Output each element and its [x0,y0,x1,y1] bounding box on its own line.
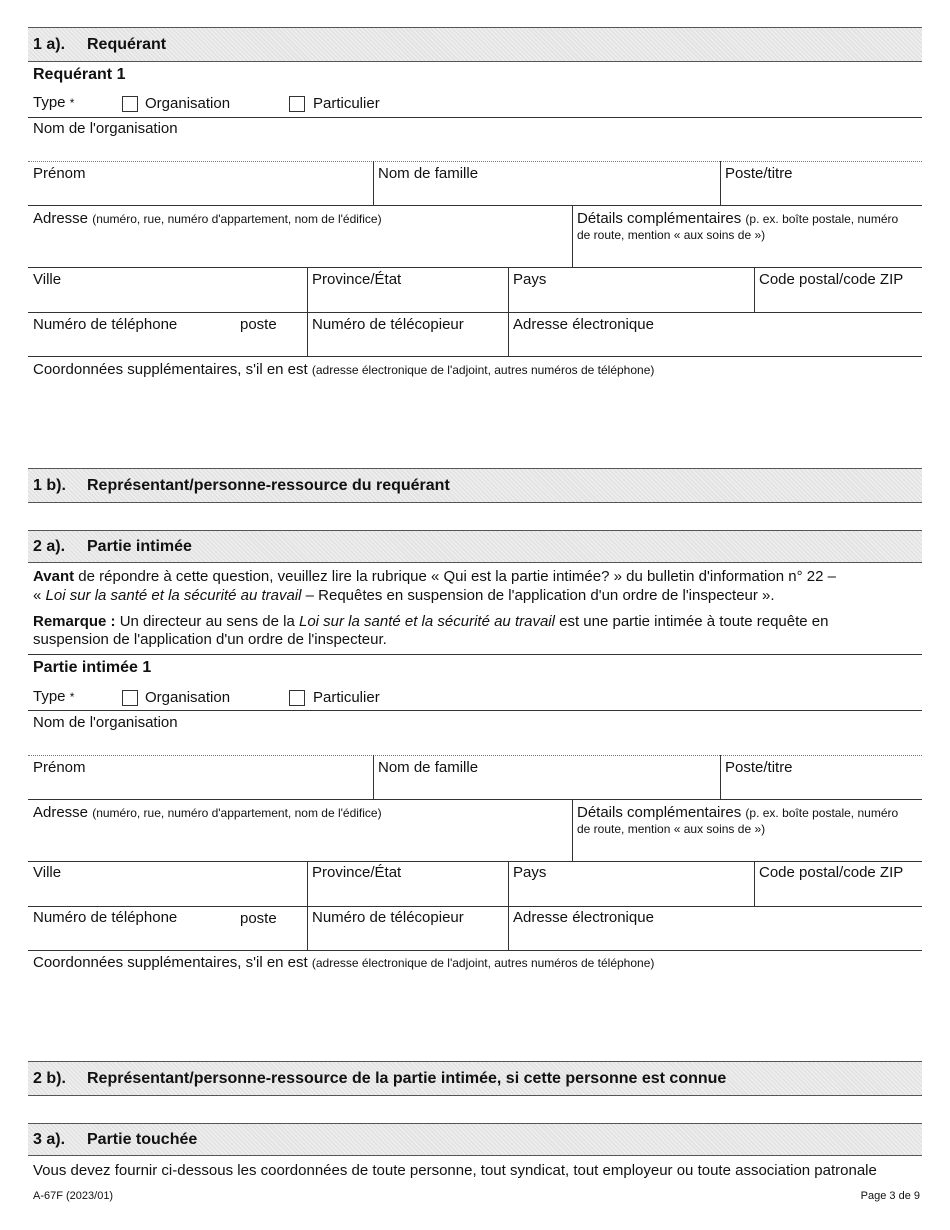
additional-details-field[interactable]: Détails complémentaires (p. ex. boîte postale, numéro [577,804,899,821]
section-header-1b [28,468,922,503]
first-name-field[interactable]: Prénom [33,759,86,776]
divider [28,654,922,655]
divider [28,161,922,162]
affected-party-intro: Vous devez fournir ci-dessous les coordonnées de toute personne, tout syndicat, tout employeur ou toute association patronale [33,1162,877,1179]
divider [28,861,922,862]
org-name-field[interactable]: Nom de l'organisation [33,714,178,731]
section-number: 2 b). [33,1069,66,1087]
divider [28,205,922,206]
section-title: Représentant/personne-ressource de la partie intimée, si cette personne est connue [87,1069,727,1087]
page-number: Page 3 de 9 [860,1190,920,1202]
divider [373,755,374,799]
postal-code-field[interactable]: Code postal/code ZIP [759,864,904,881]
section-header-2b [28,1061,922,1096]
section-number: 2 a). [33,537,66,555]
divider [754,861,755,906]
extension-field[interactable]: poste [240,910,277,927]
last-name-field[interactable]: Nom de famille [378,759,479,776]
divider [28,906,922,907]
divider [28,710,922,711]
province-field[interactable]: Province/État [312,864,402,881]
extension-field[interactable]: poste [240,316,277,333]
first-name-field[interactable]: Prénom [33,165,86,182]
divider [572,799,573,861]
section-title: Représentant/personne-ressource du requérant [87,476,450,494]
type-label: Type * [33,94,75,111]
phone-field[interactable]: Numéro de téléphone [33,316,178,333]
additional-details-hint: de route, mention « aux soins de ») [577,228,766,242]
divider [28,312,922,313]
particulier-checkbox[interactable] [289,690,305,706]
respondent-subtitle: Partie intimée 1 [33,659,152,676]
divider [28,799,922,800]
form-code: A-67F (2023/01) [33,1190,114,1202]
section-title: Partie intimée [87,537,192,555]
divider [28,755,922,756]
postal-code-field[interactable]: Code postal/code ZIP [759,271,904,288]
divider [373,161,374,205]
email-field[interactable]: Adresse électronique [513,909,654,926]
type-label: Type * [33,688,75,705]
section-header-1a [28,27,922,62]
section-title: Requérant [87,35,167,53]
divider [720,161,721,205]
divider [572,205,573,267]
last-name-field[interactable]: Nom de famille [378,165,479,182]
applicant-subtitle: Requérant 1 [33,66,126,83]
instruction-paragraph-line2: « Loi sur la santé et la sécurité au travail – Requêtes en suspension de l'application d'un ordre de l'inspecteur ». [33,587,775,604]
divider [28,267,922,268]
additional-contact-field[interactable]: Coordonnées supplémentaires, s'il en est (adresse électronique de l'adjoint, autres numéros de téléphone) [33,361,655,378]
address-field[interactable]: Adresse (numéro, rue, numéro d'appartement, nom de l'édifice) [33,804,382,821]
additional-details-hint: de route, mention « aux soins de ») [577,822,766,836]
fax-field[interactable]: Numéro de télécopieur [312,316,464,333]
city-field[interactable]: Ville [33,864,62,881]
instruction-paragraph-line1: Avant de répondre à cette question, veuillez lire la rubrique « Qui est la partie intimée? » du bulletin d'information n° 22 – [33,568,836,585]
section-header-2a [28,530,922,563]
title-field[interactable]: Poste/titre [725,165,793,182]
divider [28,356,922,357]
note-paragraph-line1: Remarque : Un directeur au sens de la Loi sur la santé et la sécurité au travail est une partie intimée à toute requête en [33,613,829,630]
org-name-field[interactable]: Nom de l'organisation [33,120,178,137]
title-field[interactable]: Poste/titre [725,759,793,776]
section-header-3a [28,1123,922,1156]
additional-contact-field[interactable]: Coordonnées supplémentaires, s'il en est (adresse électronique de l'adjoint, autres numéros de téléphone) [33,954,655,971]
note-paragraph-line2: suspension de l'application d'un ordre de l'inspecteur. [33,631,387,648]
city-field[interactable]: Ville [33,271,62,288]
divider [754,267,755,312]
section-number: 1 a). [33,35,66,53]
email-field[interactable]: Adresse électronique [513,316,654,333]
fax-field[interactable]: Numéro de télécopieur [312,909,464,926]
additional-details-field[interactable]: Détails complémentaires (p. ex. boîte postale, numéro [577,210,899,227]
address-field[interactable]: Adresse (numéro, rue, numéro d'appartement, nom de l'édifice) [33,210,382,227]
divider [720,755,721,799]
particulier-option-label: Particulier [313,689,380,706]
particulier-option-label: Particulier [313,95,380,112]
province-field[interactable]: Province/État [312,271,402,288]
divider [28,950,922,951]
phone-field[interactable]: Numéro de téléphone [33,909,178,926]
divider [28,117,922,118]
section-number: 1 b). [33,476,66,494]
section-number: 3 a). [33,1130,66,1148]
country-field[interactable]: Pays [513,271,547,288]
particulier-checkbox[interactable] [289,96,305,112]
country-field[interactable]: Pays [513,864,547,881]
organisation-checkbox[interactable] [122,96,138,112]
organisation-checkbox[interactable] [122,690,138,706]
organisation-option-label: Organisation [145,689,231,706]
organisation-option-label: Organisation [145,95,231,112]
section-title: Partie touchée [87,1130,198,1148]
